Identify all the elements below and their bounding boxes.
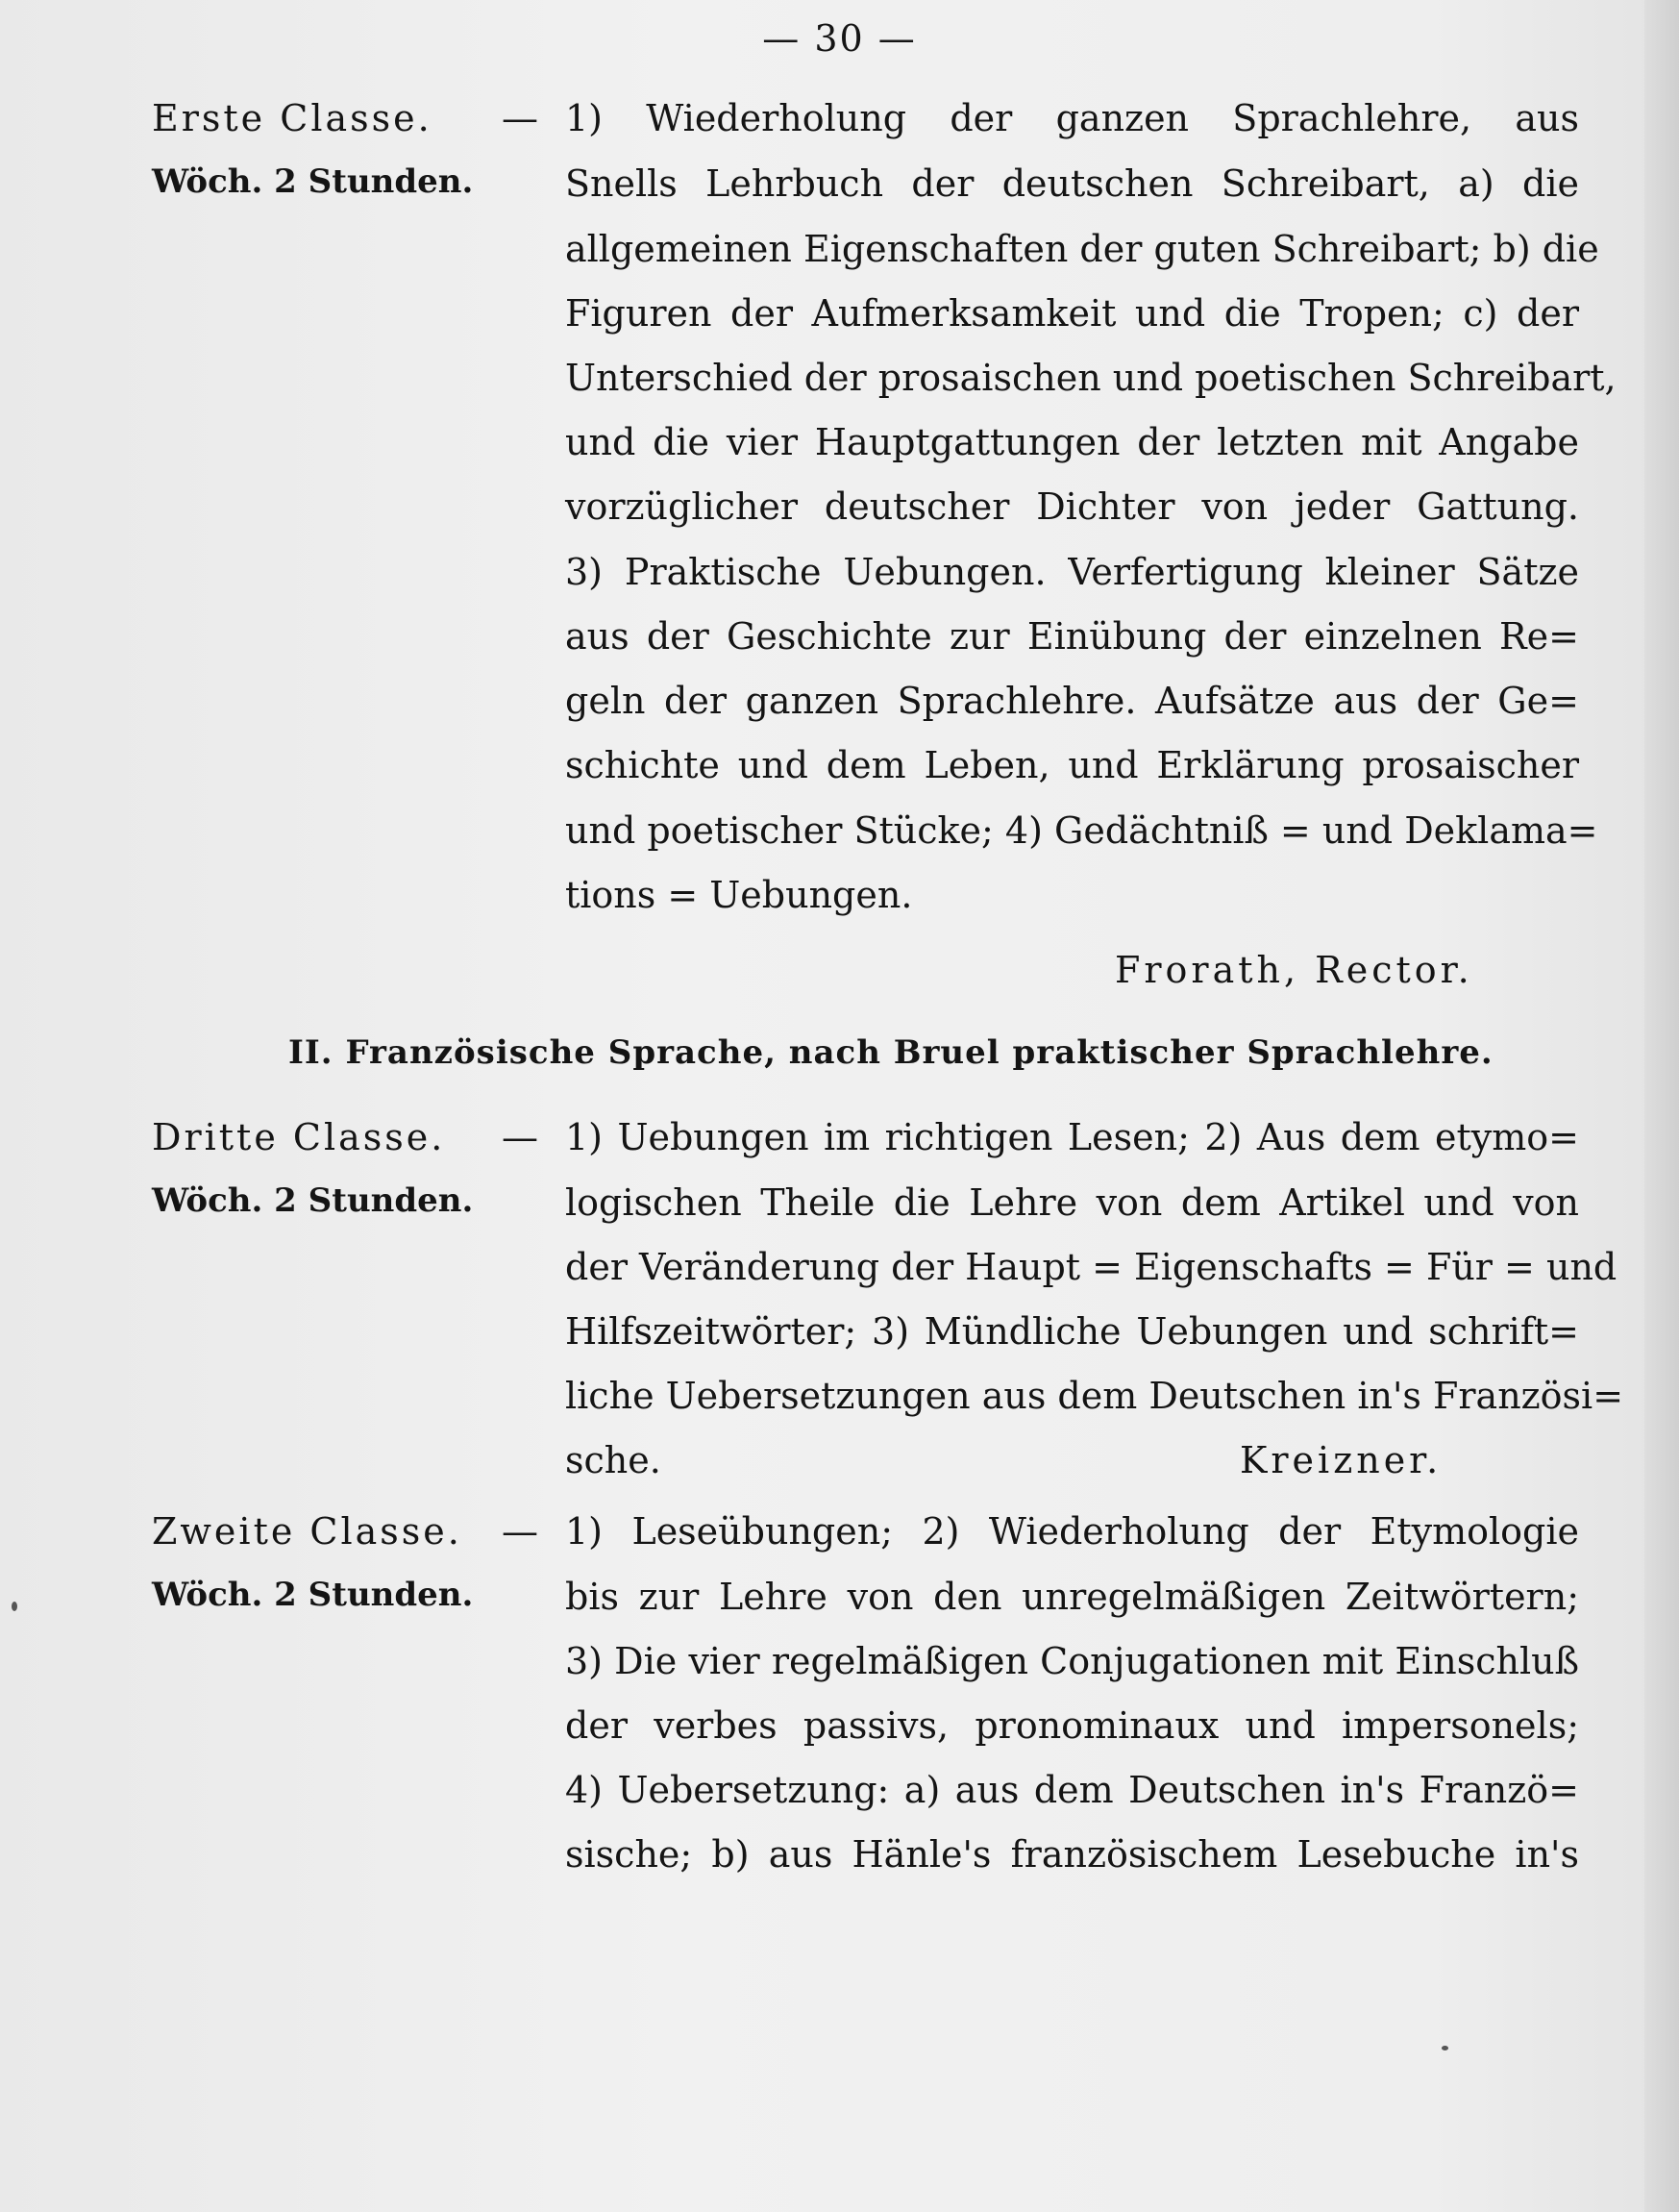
paper-speck — [1442, 2046, 1448, 2050]
page-edge — [1644, 0, 1679, 2212]
signature-frorath: Frorath, Rector. — [1115, 949, 1473, 991]
text-line: Figuren der Aufmerksamkeit und die Tropen; c) der — [565, 292, 1579, 335]
signature-kreizner: Kreizner. — [1240, 1439, 1443, 1481]
text-line: sche. — [565, 1439, 661, 1481]
class-hours-erste: Wöch. 2 Stunden. — [152, 162, 474, 201]
text-line: 1) Uebungen im richtigen Lesen; 2) Aus dem etymo= — [565, 1116, 1579, 1158]
class-label-dritte: Dritte Classe. — [152, 1116, 446, 1158]
text-line: 3) Die vier regelmäßigen Conjugationen mit Einschluß — [565, 1640, 1579, 1682]
class-label-erste: Erste Classe. — [152, 97, 432, 139]
text-line: vorzüglicher deutscher Dichter von jeder Gattung. — [565, 485, 1579, 528]
paper-speck — [12, 1602, 17, 1611]
text-line: der verbes passivs, pronominaux und impersonels; — [565, 1704, 1579, 1747]
text-line: bis zur Lehre von den unregelmäßigen Zeitwörtern; — [565, 1576, 1579, 1618]
text-line: Hilfszeitwörter; 3) Mündliche Uebungen und schrift= — [565, 1310, 1579, 1353]
text-line: Snells Lehrbuch der deutschen Schreibart, a) die — [565, 162, 1579, 205]
text-line: 1) Wiederholung der ganzen Sprachlehre, aus — [565, 97, 1579, 139]
text-line: der Veränderung der Haupt = Eigenschafts = Für = und — [565, 1246, 1617, 1288]
text-line: 4) Uebersetzung: a) aus dem Deutschen in's Franzö= — [565, 1769, 1579, 1811]
class-dash: — — [502, 1116, 538, 1158]
section-heading-french: II. Französische Sprache, nach Bruel praktischer Sprachlehre. — [288, 1033, 1494, 1072]
text-line: tions = Uebungen. — [565, 874, 913, 916]
class-dash: — — [502, 1510, 538, 1553]
class-hours-dritte: Wöch. 2 Stunden. — [152, 1181, 474, 1220]
text-line: schichte und dem Leben, und Erklärung prosaischer — [565, 744, 1579, 786]
class-dash: — — [502, 97, 538, 139]
text-line: allgemeinen Eigenschaften der guten Schreibart; b) die — [565, 228, 1599, 270]
page-number: — 30 — — [762, 17, 917, 60]
text-line: liche Uebersetzungen aus dem Deutschen in's Französi= — [565, 1375, 1624, 1417]
class-hours-zweite: Wöch. 2 Stunden. — [152, 1576, 474, 1614]
text-line: 1) Leseübungen; 2) Wiederholung der Etymologie — [565, 1510, 1579, 1553]
text-line: und poetischer Stücke; 4) Gedächtniß = und Deklama= — [565, 809, 1598, 852]
text-line: Unterschied der prosaischen und poetischen Schreibart, — [565, 357, 1617, 399]
text-line: geln der ganzen Sprachlehre. Aufsätze aus der Ge= — [565, 680, 1579, 722]
text-line: sische; b) aus Hänle's französischem Lesebuche in's — [565, 1833, 1579, 1876]
text-line: logischen Theile die Lehre von dem Artikel und von — [565, 1181, 1579, 1224]
class-label-zweite: Zweite Classe. — [152, 1510, 462, 1553]
text-line: 3) Praktische Uebungen. Verfertigung kleiner Sätze — [565, 551, 1579, 593]
text-line: und die vier Hauptgattungen der letzten mit Angabe — [565, 421, 1579, 463]
text-line: aus der Geschichte zur Einübung der einzelnen Re= — [565, 615, 1579, 658]
